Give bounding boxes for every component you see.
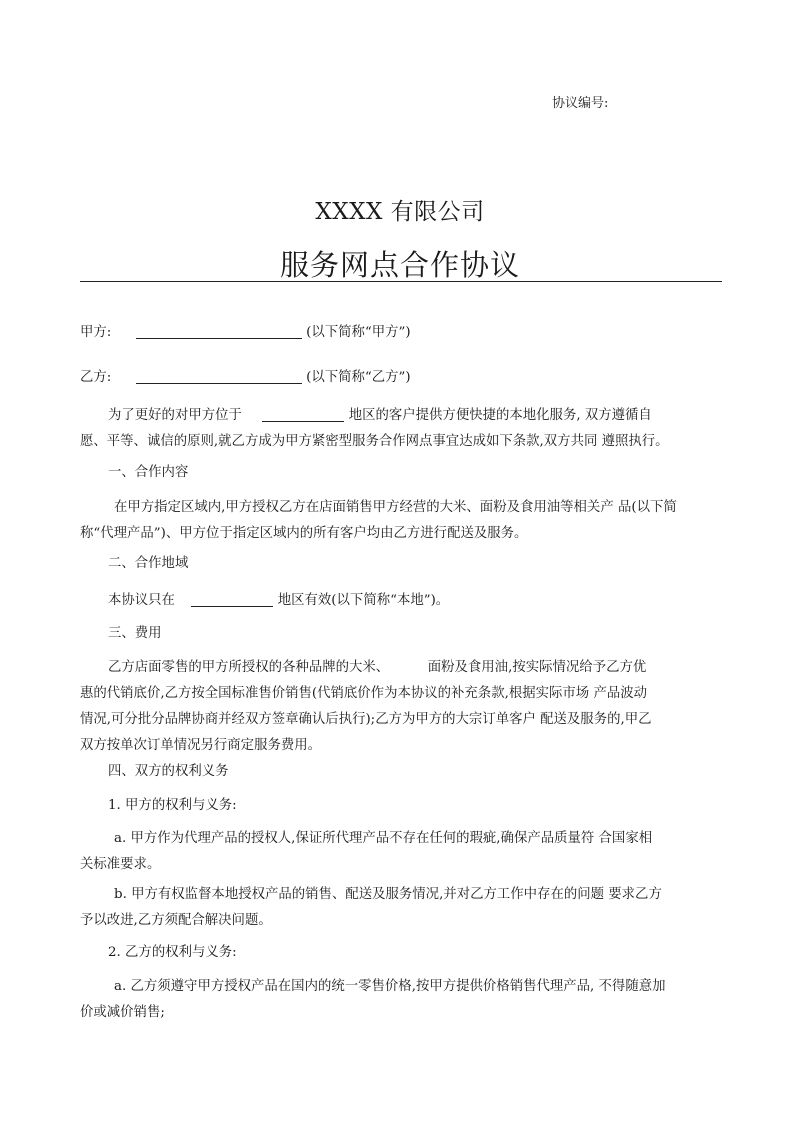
section4-c-line1: a. 乙方须遵守甲方授权产品在国内的统一零售价格,按甲方提供价格销售代理产品, 不得随意加: [114, 979, 666, 994]
section4-b-line1: b. 甲方有权监督本地授权产品的销售、配送及服务情况,并对乙方工作中存在的问题 要求乙方: [114, 887, 662, 902]
section3-line2: 惠的代销底价,乙方按全国标准售价销售(代销底价作为本协议的补充条款,根据实际市场 产品波动: [80, 686, 648, 701]
section2-heading: 二、合作地域: [108, 556, 189, 571]
section2-region-blank: [191, 592, 273, 607]
company-name: XXXX 有限公司: [315, 199, 485, 225]
section1-line1: 在甲方指定区域内,甲方授权乙方在店面销售甲方经营的大米、面粉及食用油等相关产 品(以下简: [114, 500, 677, 515]
party-b-label: 乙方:: [80, 370, 112, 385]
title-divider: [80, 281, 722, 282]
party-a-label: 甲方:: [80, 325, 112, 340]
section2-after: 地区有效(以下简称“本地”)。: [277, 593, 450, 608]
intro-paragraph: [80, 403, 725, 455]
section3-line1-b: 面粉及食用油,按实际情况给予乙方优: [427, 660, 647, 675]
party-b-suffix: (以下简称“乙方”): [306, 370, 411, 385]
section4-a-line2: 关标准要求。: [80, 857, 161, 872]
party-a-line: [80, 320, 725, 346]
section3-line4: 双方按单次订单情况另行商定服务费用。: [80, 738, 322, 753]
party-b-blank: [136, 369, 302, 384]
section4-item-a: [80, 826, 725, 878]
section4-item-b: [80, 882, 725, 934]
section1-heading: 一、合作内容: [108, 465, 189, 480]
section3-heading: 三、费用: [108, 626, 162, 641]
section4-sub2-heading: 2. 乙方的权利与义务:: [108, 945, 237, 960]
intro-line1-after: 地区的客户提供方便快捷的本地化服务, 双方遵循自: [348, 408, 652, 423]
section3-line1-a: 乙方店面零售的甲方所授权的各种品牌的大米、: [108, 660, 390, 675]
intro-region-blank: [262, 407, 344, 422]
party-a-blank: [136, 324, 302, 339]
document-title: 服务网点合作协议: [279, 248, 520, 282]
section3-line3: 情况,可分批分品牌协商并经双方签章确认后执行);乙方为甲方的大宗订单客户 配送及服务的,甲乙: [80, 712, 652, 727]
section4-b-line2: 予以改进,乙方须配合解决问题。: [80, 913, 272, 928]
section4-sub1-heading: 1. 甲方的权利与义务:: [108, 798, 237, 813]
section4-heading: 四、双方的权利义务: [108, 764, 229, 779]
intro-line1-before: 为了更好的对甲方位于: [108, 408, 242, 423]
section2-paragraph: [108, 588, 753, 614]
section3-paragraph: [80, 655, 725, 759]
section4-a-line1: a. 甲方作为代理产品的授权人,保证所代理产品不存在任何的瑕疵,确保产品质量符 合国家相: [114, 831, 653, 846]
section4-c-line2: 价或减价销售;: [80, 1005, 165, 1020]
section1-line2: 称“代理产品”)、甲方位于指定区域内的所有客户均由乙方进行配送及服务。: [80, 526, 528, 541]
agreement-number-label: 协议编号:: [552, 96, 609, 111]
party-a-suffix: (以下简称“甲方”): [306, 325, 411, 340]
section1-paragraph: [80, 495, 725, 547]
party-b-line: [80, 365, 725, 391]
section4-item-c: [80, 974, 725, 1026]
intro-line2: 愿、平等、诚信的原则,就乙方成为甲方紧密型服务合作网点事宜达成如下条款,双方共同 遵照执行。: [80, 434, 669, 449]
section2-before: 本协议只在: [108, 593, 175, 608]
